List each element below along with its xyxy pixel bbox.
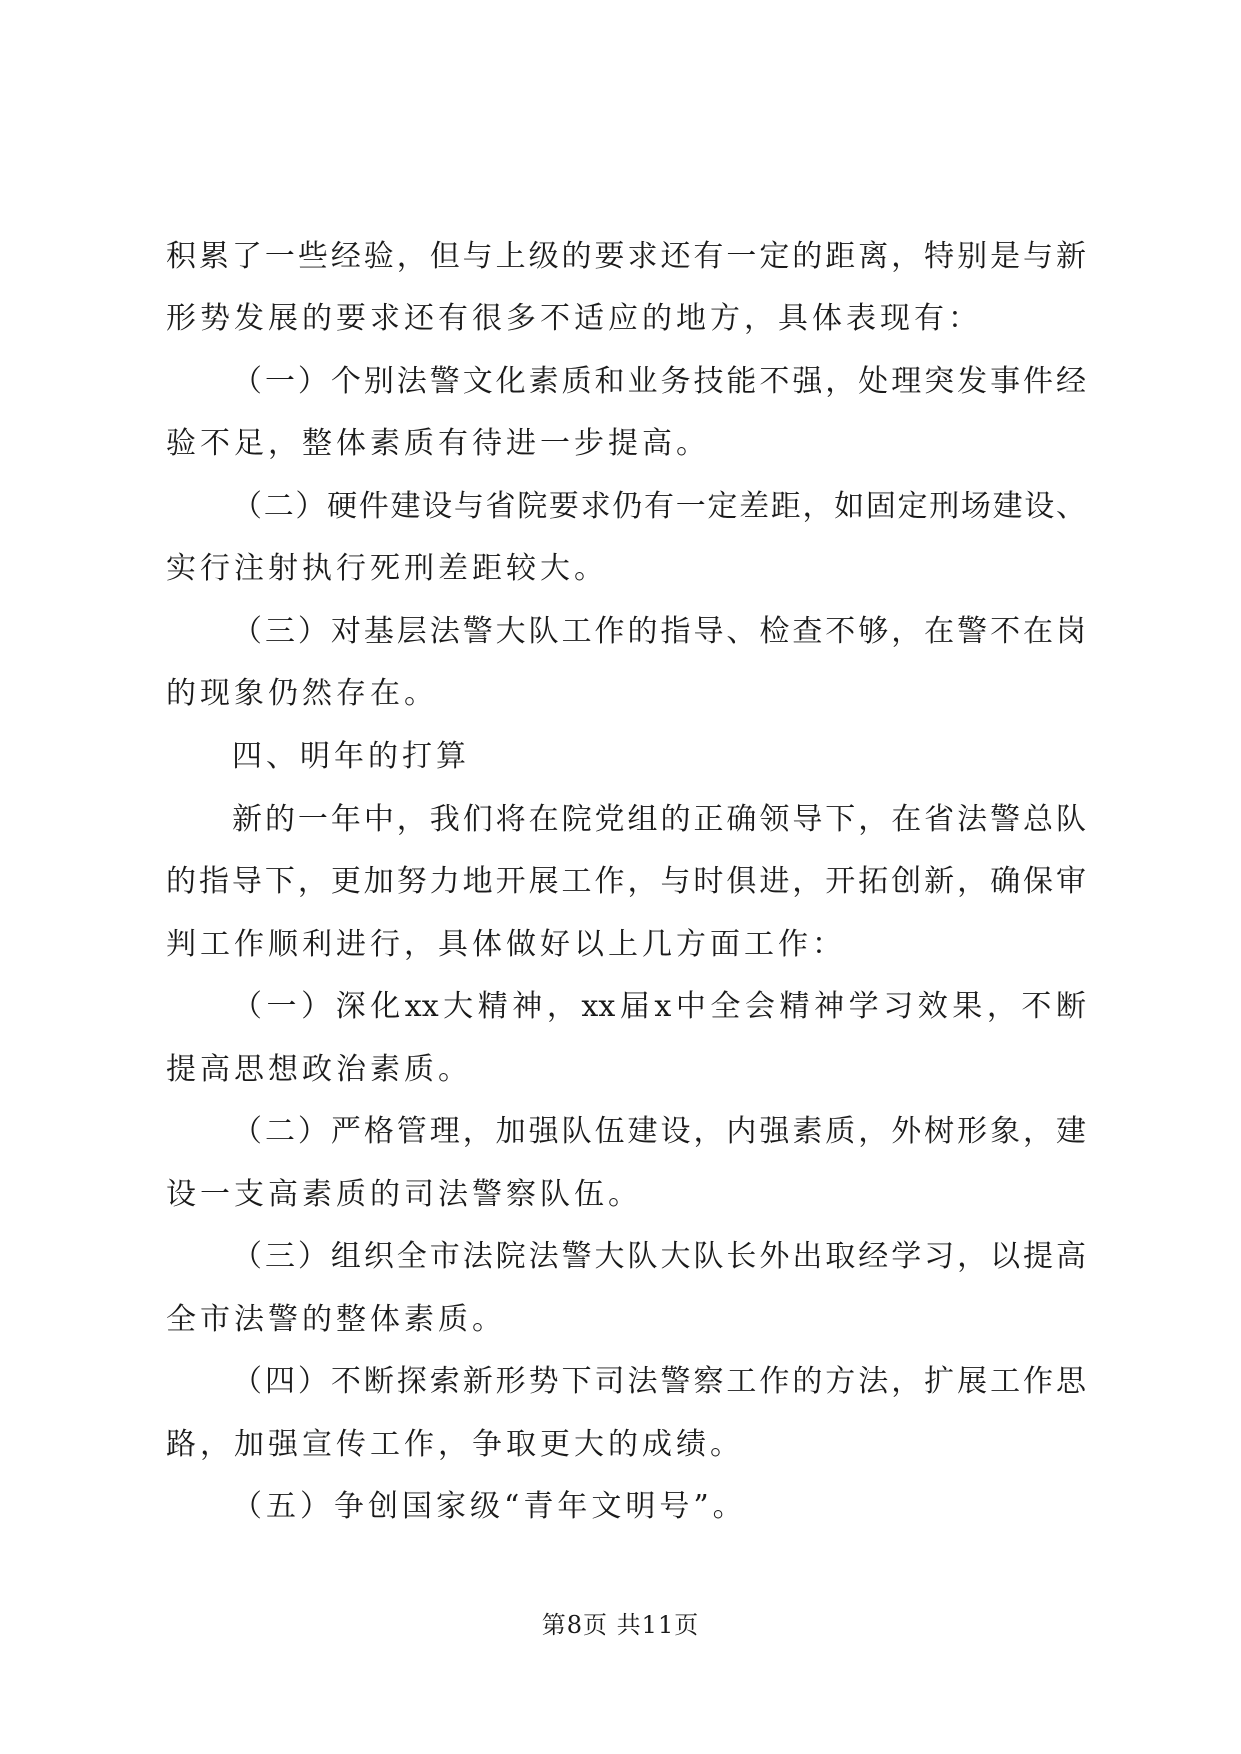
body-text-line: 提高思想政治素质。	[166, 1052, 472, 1087]
list-item-text: （三）组织全市法院法警大队大队长外出取经学习，以提高	[232, 1239, 1086, 1274]
body-text-line: 实行注射执行死刑差距较大。	[166, 551, 608, 586]
paragraph-text-line: 新的一年中，我们将在院党组的正确领导下，在省法警总队	[232, 802, 1086, 837]
list-item-text: （二）硬件建设与省院要求仍有一定差距，如固定刑场建设、	[232, 489, 1086, 524]
list-item-text: （二）严格管理，加强队伍建设，内强素质，外树形象，建	[232, 1114, 1086, 1149]
body-text-line: 形势发展的要求还有很多不适应的地方，具体表现有：	[166, 301, 982, 336]
list-item-text: （一）深化xx大精神，xx届x中全会精神学习效果，不断	[232, 989, 1086, 1024]
body-text-line: 积累了一些经验，但与上级的要求还有一定的距离，特别是与新	[166, 239, 1086, 274]
list-item-text: （三）对基层法警大队工作的指导、检查不够，在警不在岗	[232, 614, 1086, 649]
body-text-line: 全市法警的整体素质。	[166, 1302, 506, 1337]
page-footer: 第8页 共11页	[541, 1611, 700, 1639]
body-text-line: 的现象仍然存在。	[166, 676, 438, 711]
body-text-line: 的指导下，更加努力地开展工作，与时俱进，开拓创新，确保审	[166, 864, 1086, 899]
section-heading: 四、明年的打算	[232, 739, 470, 774]
list-item-text: （五）争创国家级“青年文明号”。	[232, 1489, 747, 1524]
body-text-line: 设一支高素质的司法警察队伍。	[166, 1177, 642, 1212]
list-item-text: （一）个别法警文化素质和业务技能不强，处理突发事件经	[232, 364, 1086, 399]
list-item-text: （四）不断探索新形势下司法警察工作的方法，扩展工作思	[232, 1364, 1086, 1399]
body-text-line: 验不足，整体素质有待进一步提高。	[166, 426, 710, 461]
body-text-line: 路，加强宣传工作，争取更大的成绩。	[166, 1427, 744, 1462]
body-text-line: 判工作顺利进行，具体做好以上几方面工作：	[166, 927, 846, 962]
